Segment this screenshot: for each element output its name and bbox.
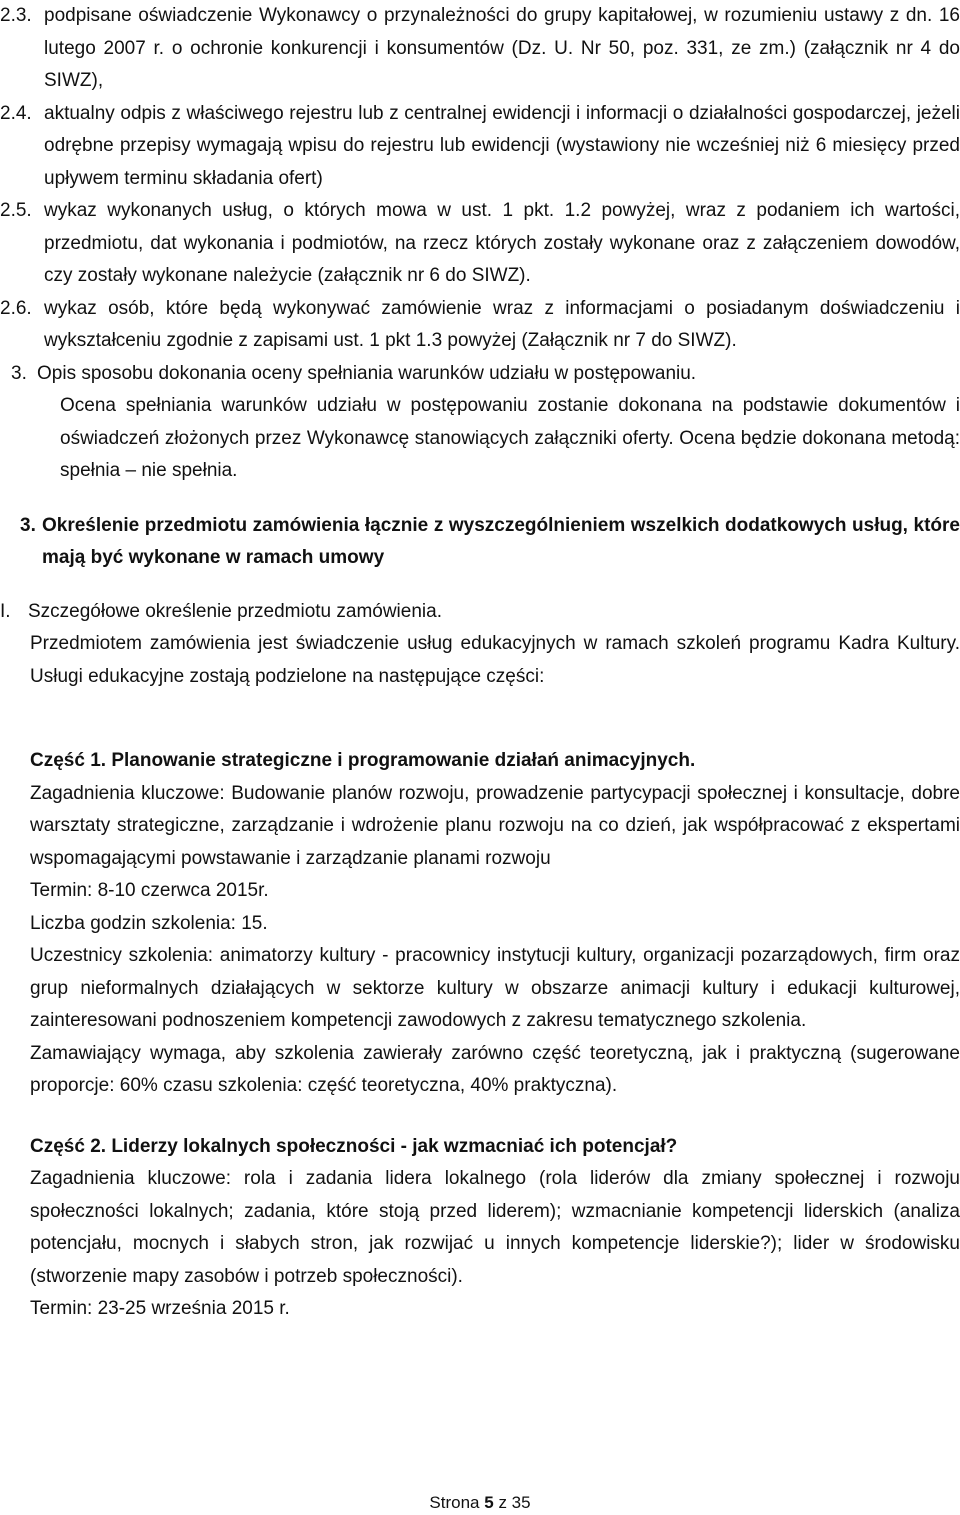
section-number: 3. (20, 514, 36, 536)
roman-number: I. (0, 600, 11, 622)
part-1-topics: Zagadnienia kluczowe: Budowanie planów rozwoju, prowadzenie partycypacji społecznej i konsultacje, dobre warsztaty strategiczne, zarządzanie i wdrożenie planu rozwoju na co dzień, jak współpracować z ekspertami wspomagającymi powstawanie i zarządzanie planami rozwoju (30, 782, 960, 869)
footer-of: z (498, 1493, 507, 1512)
point-title: Opis sposobu dokonania oceny spełniania warunków udziału w postępowaniu. (37, 362, 697, 384)
point-3-title (11, 358, 960, 391)
point-number: 3. (11, 362, 27, 384)
list-item-2-6 (0, 293, 960, 358)
part-2-title: Część 2. Liderzy lokalnych społeczności - jak wzmacniać ich potencjał? (30, 1135, 678, 1157)
part-1-requirement: Zamawiający wymaga, aby szkolenia zawierały zarówno część teoretyczną, jak i praktyczną (sugerowane proporcje: 60% czasu szkolenia: część teoretyczna, 40% praktyczna). (30, 1042, 960, 1096)
part-1-title: Część 1. Planowanie strategiczne i programowanie działań animacyjnych. (30, 750, 696, 771)
section-title: Określenie przedmiotu zamówienia łącznie z wyszczególnieniem wszelkich dodatkowych usług, które mają być wykonane w ramach umowy (42, 514, 960, 568)
footer-prefix: Strona (429, 1493, 480, 1512)
part-1-participants: Uczestnicy szkolenia: animatorzy kultury - pracownicy instytucji kultury, organizacji pozarządowych, firm oraz grup nieformalnych działających w sektorze kultury w obszarze animacji kultury i edukacji kulturowej, zainteresowani podnoszeniem kompetencji zawodowych z zakresu tematycznego szkolenia. (30, 945, 960, 1031)
item-number: 2.6. (0, 297, 32, 319)
list-item-2-3 (0, 0, 960, 98)
spacer (0, 574, 960, 596)
item-number: 2.4. (0, 102, 32, 124)
roman-title: Szczegółowe określenie przedmiotu zamówienia. (28, 600, 442, 622)
item-text: podpisane oświadczenie Wykonawcy o przynależności do grupy kapitałowej, w rozumieniu ustawy z dn. 16 lutego 2007 r. o ochronie konkurencji i konsumentów (Dz. U. Nr 50, poz. 331, ze zm.) (załącznik nr 4 do SIWZ), (44, 5, 960, 91)
footer-page-number: 5 (484, 1493, 494, 1512)
item-text: wykaz osób, które będą wykonywać zamówienie wraz z informacjami o posiadanym doświadczeniu i wykształceniu zgodnie z zapisami ust. 1 pkt 1.3 powyżej (Załącznik nr 7 do SIWZ). (44, 297, 960, 351)
item-number: 2.5. (0, 200, 32, 221)
roman-section-title (0, 596, 960, 629)
part-2-topics: Zagadnienia kluczowe: rola i zadania lidera lokalnego (rola liderów dla zmiany społecznej i rozwoju społeczności lokalnych; zadania, które stoją przed liderem); wzmacnianie kompetencji liderskich (analiza potencjału, mocnych i słabych stron, jak rozwijać u innych kompetencje liderskie?); lider w środowisku (stworzenie mapy zasobów i potrzeb społeczności). (30, 1168, 960, 1287)
item-number: 2.3. (0, 5, 32, 26)
roman-section-body: Przedmiotem zamówienia jest świadczenie usług edukacyjnych w ramach szkoleń programu Kadra Kultury. Usługi edukacyjne zostają podzielone na następujące części: (30, 633, 960, 687)
section-3-heading (0, 510, 960, 574)
part-2-term: Termin: 23-25 września 2015 r. (30, 1298, 290, 1319)
spacer (0, 488, 960, 510)
list-item-2-5 (0, 195, 960, 293)
item-text: wykaz wykonanych usług, o których mowa w ust. 1 pkt. 1.2 powyżej, wraz z podaniem ich wartości, przedmiotu, dat wykonania i podmiotów, na rzecz których zostały wykonane oraz z załączeniem dowodów, czy zostały wykonane należycie (załącznik nr 6 do SIWZ). (44, 200, 960, 286)
point-3-body: Ocena spełniania warunków udziału w postępowaniu zostanie dokonana na podstawie dokumentów i oświadczeń złożonych przez Wykonawcę stanowiących załączniki oferty. Ocena będzie dokonana metodą: spełnia – nie spełnia. (60, 395, 960, 481)
page-footer (0, 1492, 960, 1514)
spacer (0, 693, 960, 745)
list-item-2-4 (0, 98, 960, 196)
spacer (0, 1103, 960, 1131)
footer-total-pages: 35 (511, 1493, 531, 1512)
part-1-term: Termin: 8-10 czerwca 2015r. (30, 880, 269, 901)
item-text: aktualny odpis z właściwego rejestru lub z centralnej ewidencji i informacji o działalności gospodarczej, jeżeli odrębne przepisy wymagają wpisu do rejestru lub ewidencji (wystawiony nie wcześniej niż 6 miesięcy przed upływem terminu składania ofert) (44, 102, 960, 189)
part-1-hours: Liczba godzin szkolenia: 15. (30, 912, 268, 934)
